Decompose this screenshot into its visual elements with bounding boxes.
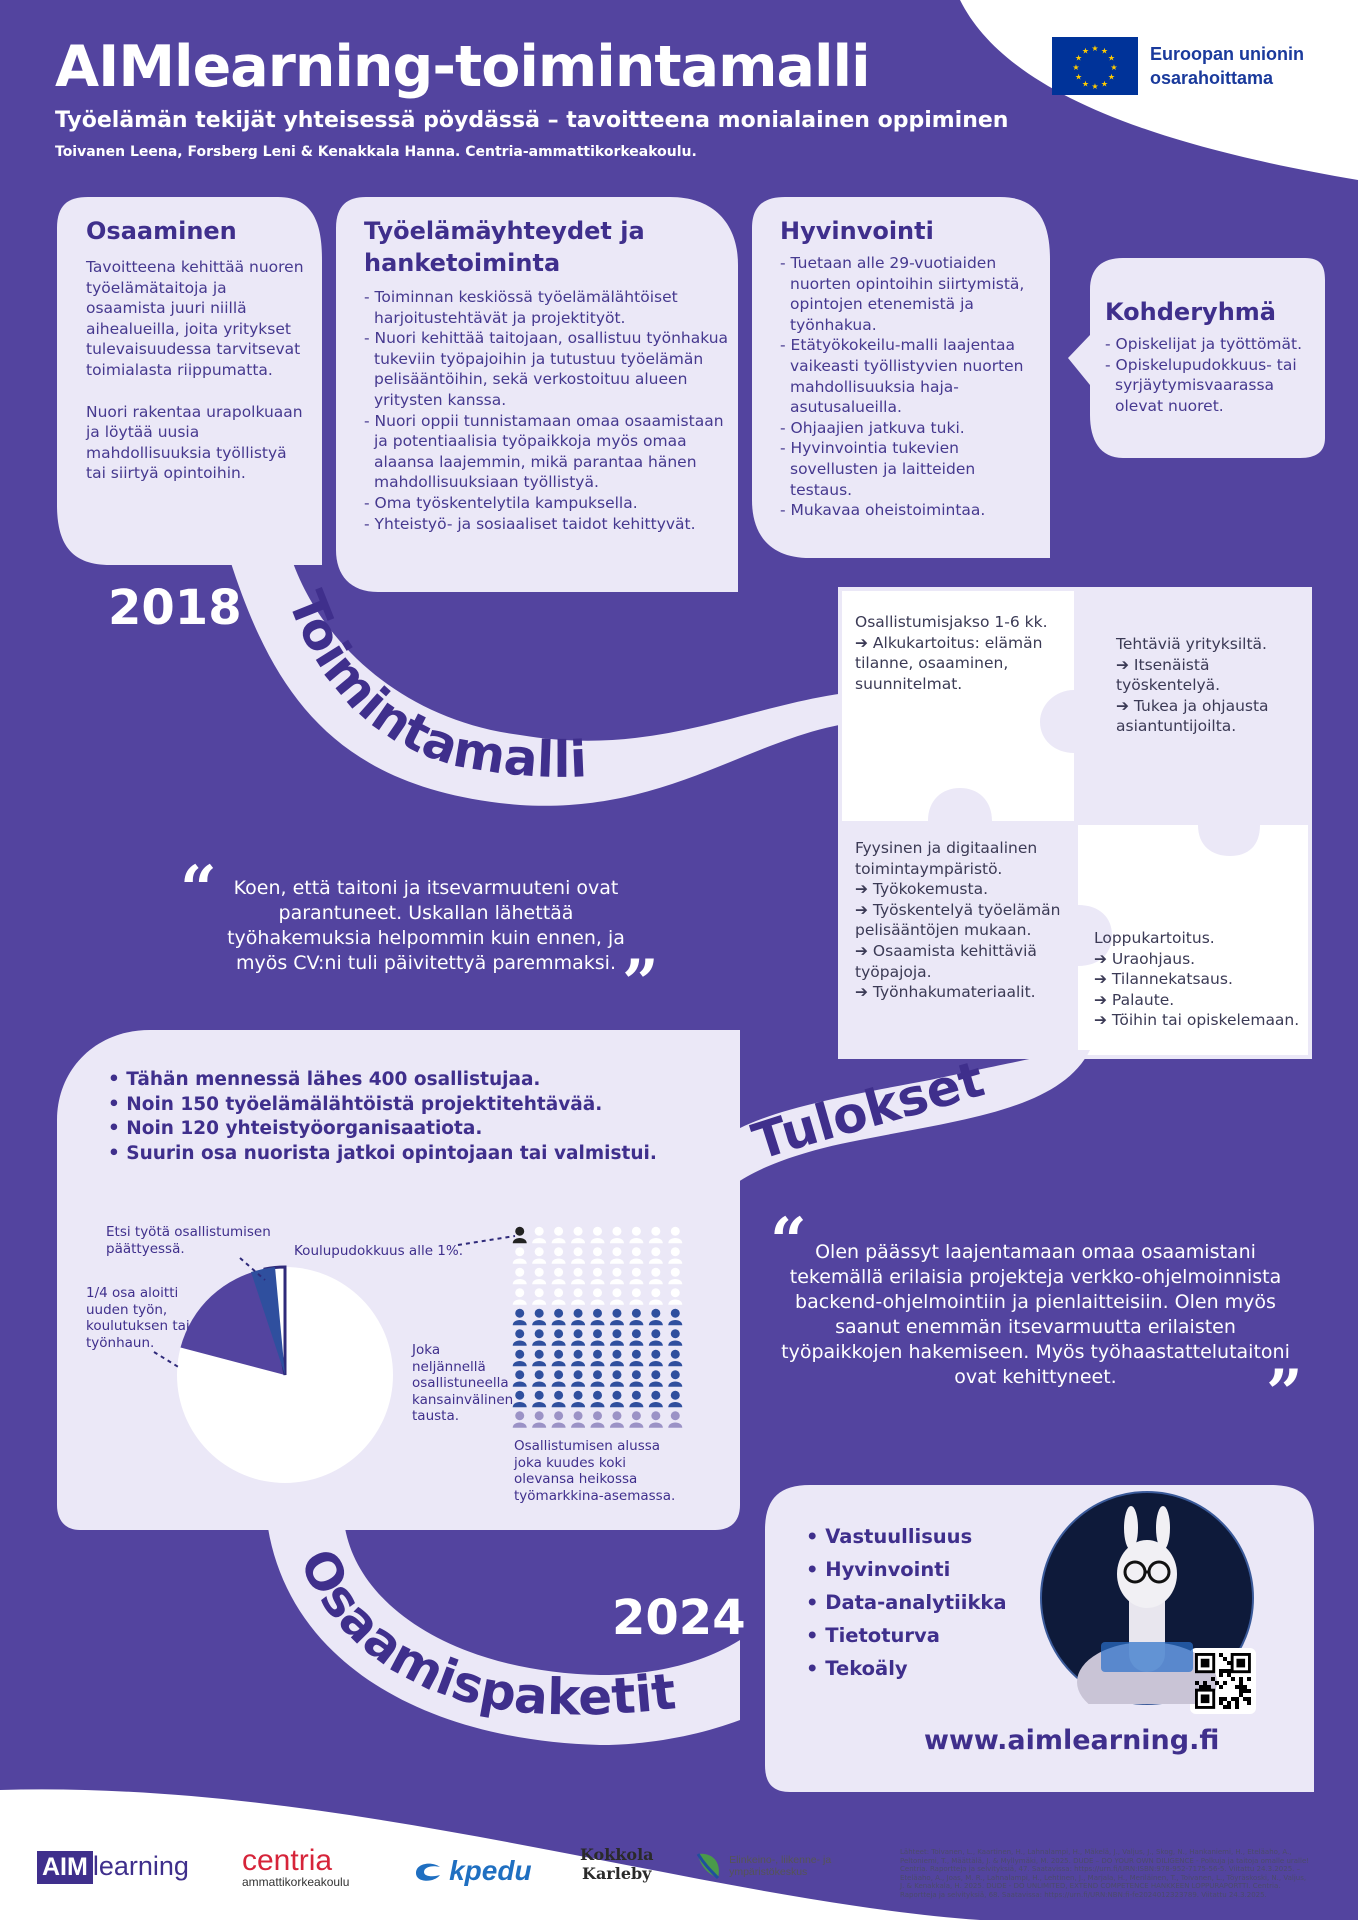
puzzle-4-line-5: ➔ Töihin tai opiskelemaan.	[1094, 1011, 1300, 1030]
person-icon	[668, 1247, 682, 1264]
puzzle-3-line-4: ➔ Osaamista kehittäviä työpajoja.	[855, 941, 1037, 981]
person-icon	[649, 1247, 663, 1264]
person-icon	[591, 1247, 605, 1264]
puzzle-3-line-5: ➔ Työnhakumateriaalit.	[855, 983, 1036, 1002]
person-icon	[629, 1411, 643, 1428]
person-icon	[513, 1227, 527, 1244]
person-icon	[591, 1288, 605, 1305]
puzzle-piece-1-text	[855, 612, 1060, 694]
person-icon	[629, 1268, 643, 1285]
puzzle-4-line-1: Loppukartoitus.	[1094, 929, 1215, 947]
page-subtitle: Työelämän tekijät yhteisessä pöydässä – tavoitteena monialainen oppiminen	[55, 108, 1009, 133]
puzzle-2-line-1: Tehtäviä yrityksiltä.	[1116, 635, 1267, 653]
person-icon	[629, 1350, 643, 1367]
puzzle-4-line-3: ➔ Tilannekatsaus.	[1094, 970, 1233, 989]
quote-2-open-mark: “	[770, 1204, 807, 1279]
eu-star-icon: ★	[1107, 72, 1116, 82]
person-icon	[591, 1309, 605, 1326]
quote-1-open-mark: “	[180, 852, 217, 927]
package-item: • Hyvinvointi	[806, 1558, 951, 1581]
packages-list	[806, 1520, 1007, 1685]
person-icon	[513, 1350, 527, 1367]
person-icon	[532, 1247, 546, 1264]
card-kohderyhma-title: Kohderyhmä	[1105, 298, 1276, 326]
year-end: 2024	[612, 1590, 746, 1646]
person-icon	[649, 1227, 663, 1244]
logo-aim-text: learning	[92, 1851, 189, 1881]
logo-kpedu-text: kpedu	[449, 1855, 532, 1886]
pie-label-jobs: Etsi työtä osallistumisen päättyessä.	[106, 1224, 271, 1257]
person-icon	[610, 1411, 624, 1428]
person-icon	[571, 1411, 585, 1428]
person-icon	[591, 1227, 605, 1244]
puzzle-piece-4-text	[1094, 928, 1308, 1031]
person-icon	[571, 1247, 585, 1264]
list-item: - Opiskelupudokkuus- tai syrjäytymisvaarassa olevat nuoret.	[1105, 355, 1320, 417]
logo-ely-line-1: Elinkeino-, liikenne- ja	[729, 1854, 832, 1866]
package-item: • Tekoäly	[806, 1657, 908, 1680]
eu-star-icon: ★	[1091, 44, 1099, 53]
person-icon	[513, 1370, 527, 1387]
person-icon	[610, 1268, 624, 1285]
person-icon	[571, 1309, 585, 1326]
person-icon	[532, 1309, 546, 1326]
path-label-osaamispaketit: Osaamispaketit	[288, 1539, 679, 1727]
puzzle-1-line-2: ➔ Alkukartoitus: elämän tilanne, osaaminen, suunnitelmat.	[855, 633, 1043, 693]
eu-star-icon: ★	[1110, 63, 1118, 72]
result-item: • Noin 150 työelämälähtöistä projektitehtävää.	[108, 1093, 603, 1115]
person-icon	[513, 1329, 527, 1346]
card-tyoelama-title: Työelämäyhteydet ja hanketoiminta	[364, 217, 645, 277]
person-icon	[532, 1329, 546, 1346]
puzzle-piece-2-text	[1116, 634, 1296, 737]
person-icon	[629, 1370, 643, 1387]
person-icon	[649, 1268, 663, 1285]
page-title: AIMlearning-toimintamalli	[55, 34, 870, 100]
person-icon	[591, 1329, 605, 1346]
person-icon	[649, 1309, 663, 1326]
person-icon	[552, 1350, 566, 1367]
person-icon	[513, 1309, 527, 1326]
person-icon	[668, 1309, 682, 1326]
logo-kokkola-line-1: Kokkola	[580, 1845, 654, 1864]
person-icon	[610, 1391, 624, 1408]
list-item: - Mukavaa oheistoimintaa.	[780, 500, 1042, 521]
ely-leaf-icon	[694, 1850, 724, 1882]
person-icon	[552, 1391, 566, 1408]
eu-star-icon: ★	[1081, 79, 1090, 89]
person-icon	[552, 1268, 566, 1285]
person-icon	[629, 1329, 643, 1346]
logo-kokkola-line-2: Karleby	[582, 1864, 652, 1883]
path-label-toimintamalli: Toimintamalli	[276, 583, 589, 789]
card-hyvinvointi-title: Hyvinvointi	[780, 217, 934, 245]
person-icon	[629, 1247, 643, 1264]
eu-star-icon: ★	[1072, 63, 1080, 72]
person-icon	[668, 1391, 682, 1408]
eu-star-icon: ★	[1107, 53, 1116, 63]
person-icon	[649, 1391, 663, 1408]
person-icon	[649, 1370, 663, 1387]
logo-ely	[694, 1850, 831, 1882]
puzzle-2-line-3: ➔ Tukea ja ohjausta asiantuntijoilta.	[1116, 696, 1269, 736]
person-icon	[668, 1227, 682, 1244]
person-icon	[668, 1411, 682, 1428]
person-icon	[591, 1268, 605, 1285]
person-icon	[552, 1288, 566, 1305]
person-icon	[532, 1288, 546, 1305]
quote-2: Olen päässyt laajentamaan omaa osaamistani tekemällä erilaisia projekteja verkko-ohjelmoinnista backend-ohjelmointiin ja pienlaitteisiin. Olen myös saanut enemmän itsevarmuutta erilaisten työpaikkojen hakemiseen. Myös työhaastattelutaitoni ovat kehittyneet.	[781, 1241, 1290, 1388]
person-icon	[552, 1411, 566, 1428]
person-icon	[571, 1268, 585, 1285]
person-icon	[668, 1288, 682, 1305]
person-icon	[571, 1370, 585, 1387]
eu-star-icon: ★	[1081, 46, 1090, 56]
card-osaaminen-p2: Nuori rakentaa urapolkuaan ja löytää uusia mahdollisuuksia työllistyä tai siirtyä opintoihin.	[86, 402, 303, 483]
eu-star-icon: ★	[1100, 46, 1109, 56]
logo-ely-line-2: ympäristökeskus	[729, 1866, 808, 1878]
person-icon	[552, 1370, 566, 1387]
person-icon	[629, 1227, 643, 1244]
person-icon	[668, 1268, 682, 1285]
person-icon	[649, 1329, 663, 1346]
person-icon	[513, 1247, 527, 1264]
card-osaaminen-p1: Tavoitteena kehittää nuoren työelämätaitoja ja osaamista juuri niillä aihealueilla, joita yritykset tulevaisuudessa tarvitsevat toimialasta riippumatta.	[86, 258, 304, 379]
person-icon	[610, 1247, 624, 1264]
person-icon	[571, 1350, 585, 1367]
eu-star-icon: ★	[1100, 79, 1109, 89]
eu-line-2: osarahoittama	[1150, 68, 1274, 88]
puzzle-4-line-2: ➔ Uraohjaus.	[1094, 949, 1196, 968]
puzzle-3-line-3: ➔ Työskentelyä työelämän pelisääntöjen mukaan.	[855, 900, 1061, 940]
person-icon	[649, 1350, 663, 1367]
list-item: - Toiminnan keskiössä työelämälähtöiset harjoitustehtävät ja projektityöt.	[364, 287, 729, 328]
result-item: • Tähän mennessä lähes 400 osallistujaa.	[108, 1069, 541, 1090]
puzzle-3-line-2: ➔ Työkokemusta.	[855, 880, 988, 899]
person-icon	[532, 1391, 546, 1408]
person-icon	[591, 1350, 605, 1367]
quote-2-close-mark: ”	[1266, 1356, 1303, 1431]
person-icon	[610, 1309, 624, 1326]
person-icon	[513, 1288, 527, 1305]
person-icon	[668, 1350, 682, 1367]
person-icon	[610, 1350, 624, 1367]
person-icon	[571, 1288, 585, 1305]
list-item: - Tuetaan alle 29-vuotiaiden nuorten opintoihin siirtymistä, opintojen etenemistä ja työnhakua.	[780, 253, 1042, 335]
kpedu-swirl-icon	[412, 1859, 444, 1883]
card-osaaminen-title: Osaaminen	[86, 217, 237, 245]
person-icon	[552, 1329, 566, 1346]
logo-centria-sub: ammattikorkeakoulu	[242, 1875, 350, 1889]
person-icon	[610, 1370, 624, 1387]
person-icon	[532, 1350, 546, 1367]
package-item: • Data-analytiikka	[806, 1591, 1007, 1614]
list-item: - Yhteistyö- ja sosiaaliset taidot kehittyvät.	[364, 514, 729, 535]
puzzle-3-line-1: Fyysinen ja digitaalinen toimintaympäristö.	[855, 839, 1038, 878]
authors: Toivanen Leena, Forsberg Leni & Kenakkala Hanna. Centria-ammattikorkeakoulu.	[55, 144, 697, 160]
person-icon	[610, 1288, 624, 1305]
list-item: - Etätyökokeilu-malli laajentaa vaikeasti työllistyvien nuorten mahdollisuuksia haja-asutusalueilla.	[780, 335, 1042, 417]
path-label-tulokset: Tulokset	[745, 1049, 991, 1172]
person-icon	[649, 1288, 663, 1305]
package-item: • Tietoturva	[806, 1624, 940, 1647]
person-icon	[571, 1227, 585, 1244]
person-icon	[591, 1391, 605, 1408]
quote-1: Koen, että taitoni ja itsevarmuuteni ovat parantuneet. Uskallan lähettää työhakemuksia helpommin kuin ennen, ja myös CV:ni tuli päivitettyä paremmaksi.	[227, 877, 625, 974]
person-icon	[668, 1370, 682, 1387]
result-item: • Suurin osa nuorista jatkoi opintojaan tai valmistui.	[108, 1142, 657, 1164]
logo-aimlearning	[37, 1851, 189, 1884]
person-icon	[552, 1227, 566, 1244]
year-start: 2018	[108, 580, 242, 636]
logo-kpedu	[412, 1855, 532, 1887]
logo-centria-text: centria	[242, 1844, 333, 1877]
result-item: • Noin 120 yhteistyöorganisaatiota.	[108, 1118, 483, 1140]
list-item: - Hyvinvointia tukevien sovellusten ja laitteiden testaus.	[780, 438, 1042, 500]
person-icon	[552, 1247, 566, 1264]
person-icon	[532, 1411, 546, 1428]
list-item: - Nuori kehittää taitojaan, osallistuu työnhakua tukeviin työpajoihin ja tutustuu työelämän pelisääntöihin, sekä verkostoituu alueen yritysten kanssa.	[364, 328, 729, 410]
person-icon	[629, 1391, 643, 1408]
eu-star-icon: ★	[1074, 72, 1083, 82]
puzzle-4-line-4: ➔ Palaute.	[1094, 990, 1175, 1009]
results-list	[108, 1068, 728, 1166]
website-link[interactable]: www.aimlearning.fi	[924, 1725, 1220, 1756]
person-icon	[610, 1227, 624, 1244]
package-item: • Vastuullisuus	[806, 1525, 973, 1548]
list-item: - Opiskelijat ja työttömät.	[1105, 334, 1320, 355]
person-icon	[513, 1268, 527, 1285]
person-icon	[649, 1411, 663, 1428]
puzzle-1-line-1: Osallistumisjakso 1-6 kk.	[855, 613, 1048, 631]
icons-label-weak: Osallistumisen alussa joka kuudes koki olevansa heikossa työmarkkina-asemassa.	[514, 1438, 676, 1504]
person-icon	[668, 1329, 682, 1346]
pie-label-dropout: Koulupudokkuus alle 1%.	[294, 1243, 463, 1259]
person-icon	[532, 1268, 546, 1285]
logo-kokkola	[580, 1845, 654, 1883]
person-icon	[571, 1329, 585, 1346]
person-icon	[610, 1329, 624, 1346]
eu-star-icon: ★	[1091, 82, 1099, 91]
eu-line-1: Euroopan unionin	[1150, 44, 1304, 64]
logo-centria	[242, 1844, 350, 1889]
pie-label-quarter: 1/4 osa aloitti uuden työn, koulutuksen tai työnhaun.	[86, 1285, 190, 1351]
eu-star-icon: ★	[1074, 53, 1083, 63]
icons-label-background: Joka neljännellä osallistuneella kansainvälinen tausta.	[412, 1342, 514, 1424]
list-item: - Oma työskentelytila kampuksella.	[364, 493, 729, 514]
sources-text: Lähteet: Toivanen, L., Kaartinen, H., Lahnalampi, H., Mäkelä, J., Valjus, J., Skog, N., Hankaniemi, H., Eteläaho, A., Peltoniemi, T., Määttälä, J. & Myllymäki, M. 2025. DUDE – DO YOUR OWN DILIGENCE - Polkuja ja taitoja omalle uralle! Centria. Raportteja ja selvityksiä, 47. Saatavissa: https://urn.fi/URN:ISBN:978-952-7175-56-5. Viitattu 24.3.2025. – Eteläaho, A., Joas, M. R., Lahnalampi, H., Lehtinen, J., Marjala, H., Meriläinen, T., Toivanen, L., Töyräskoski, N., Valjus, J. & Kenakkala, H. 2025. DUDE - DO UNLIMITED, EXTEND COMPETENCE HANKKEEN LOPPURAPORTTI. Centria. Raportteja ja selvityksiä, 68. Saatavissa: https://urn.fi/URN:NBN:fi-fe2024012323789. Viitattu 24.3.2025.	[900, 1848, 1310, 1899]
person-icon	[591, 1370, 605, 1387]
quote-1-close-mark: ”	[622, 946, 659, 1021]
person-icon	[552, 1309, 566, 1326]
person-icon	[532, 1227, 546, 1244]
person-icon	[513, 1411, 527, 1428]
person-icon	[513, 1391, 527, 1408]
puzzle-piece-3-text	[855, 838, 1077, 1003]
qr-code-icon[interactable]	[1195, 1653, 1251, 1709]
puzzle-2-line-2: ➔ Itsenäistä työskentelyä.	[1116, 655, 1221, 695]
person-icon-grid	[510, 1225, 685, 1430]
logo-aim-box: AIM	[37, 1851, 93, 1884]
person-icon	[532, 1370, 546, 1387]
person-icon	[571, 1391, 585, 1408]
person-icon	[629, 1309, 643, 1326]
person-icon	[591, 1411, 605, 1428]
person-icon	[629, 1288, 643, 1305]
list-item: - Ohjaajien jatkuva tuki.	[780, 418, 1042, 439]
list-item: - Nuori oppii tunnistamaan omaa osaamistaan ja potentiaalisia työpaikkoja myös omaa alaansa laajemmin, mikä parantaa hänen mahdollisuuksiaan työllistyä.	[364, 411, 729, 493]
